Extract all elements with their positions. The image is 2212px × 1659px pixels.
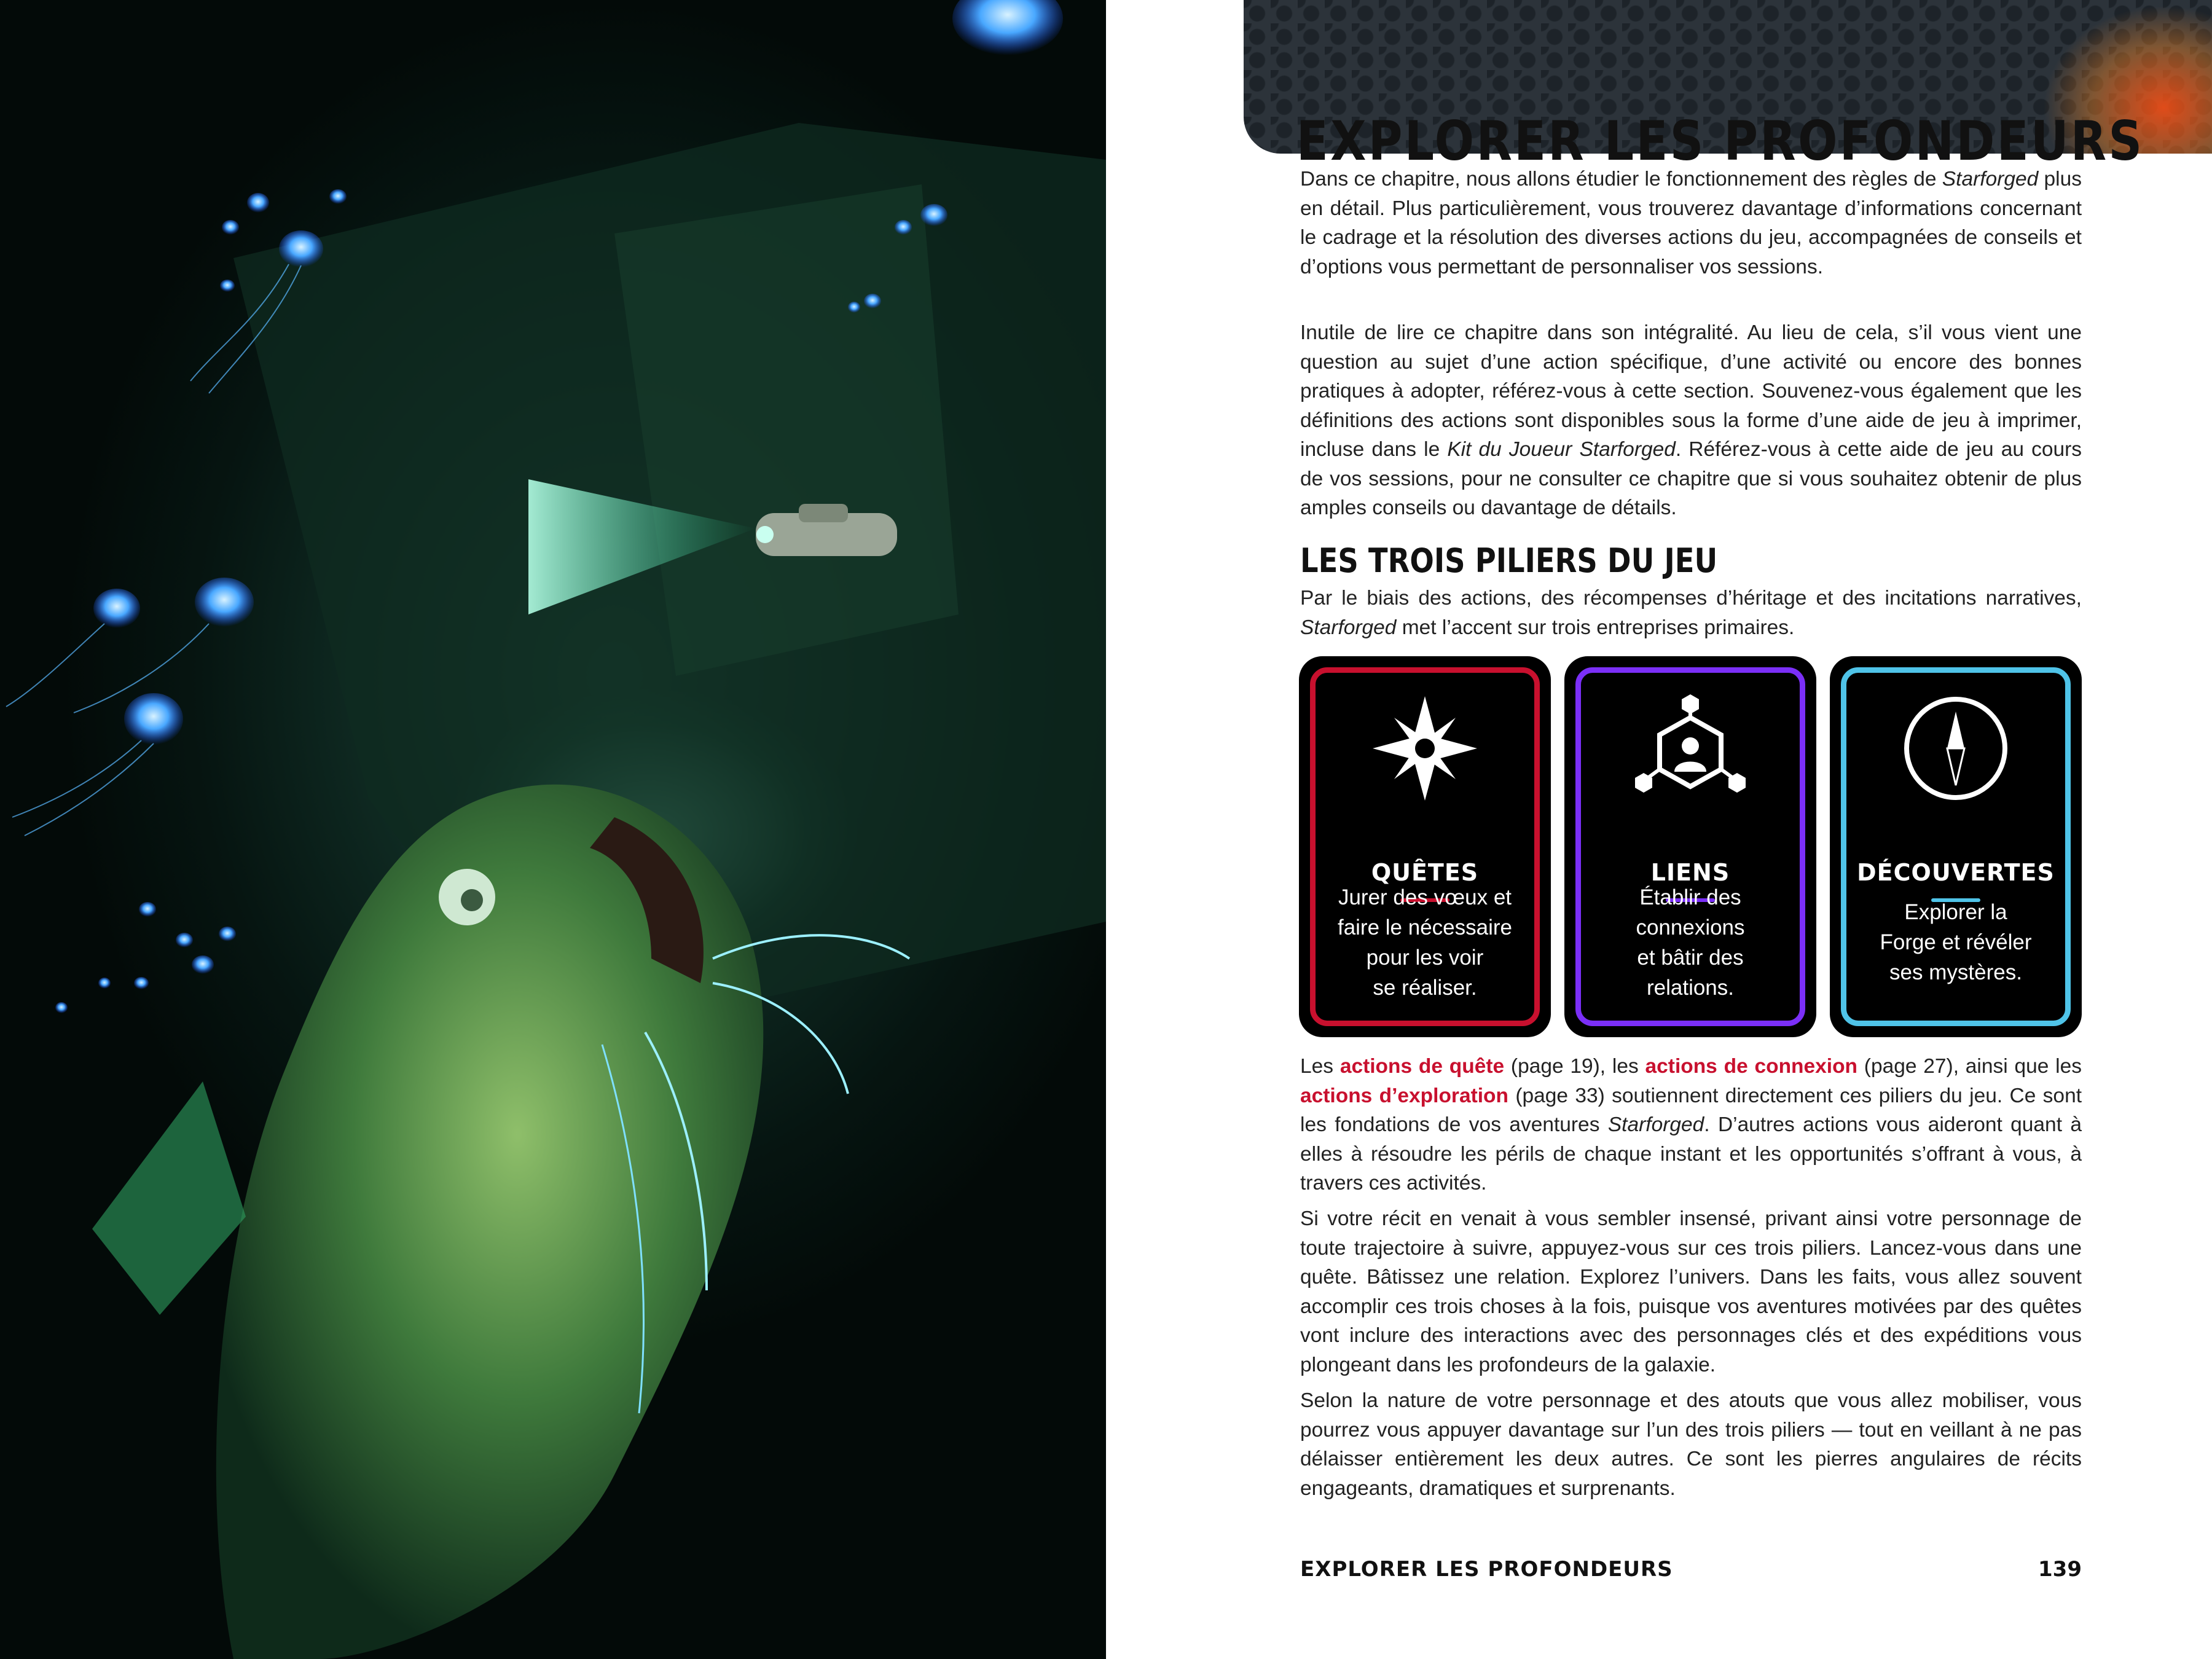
link-connection-actions[interactable]: actions de connexion [1645, 1055, 1858, 1078]
card-description: Jurer des vœux et faire le nécessaire pour les voir se réaliser. [1337, 885, 1513, 1000]
pillar-card-quests [1299, 656, 1551, 1037]
compass-star-icon [1370, 693, 1480, 804]
ruin-panel [614, 184, 959, 676]
pillar-card-bonds [1564, 656, 1816, 1037]
card-description: Établir des connexions et bâtir des relations. [1636, 885, 1745, 1000]
card-title: DÉCOUVERTES [1857, 859, 2055, 886]
intro-paragraph-1: Dans ce chapitre, nous allons étudier le fonctionnement des règles de Starforged plus en détail. Plus particulièrement, vous trouverez davantage d’informations concernant le cadrage et la résolution des diverses actions du jeu, accompagnées de conseils et d’options vous permettant de personnaliser vos sessions. [1300, 168, 2082, 278]
section-title: LES TROIS PILIERS DU JEU [1300, 541, 1718, 580]
compass-icon [1900, 693, 2011, 804]
body-paragraph-3: Les actions de quête (page 19), les actions de connexion (page 27), ainsi que les actions d’exploration (page 33) soutiennent directement ces piliers du jeu. Ce sont les fondations de vos aventures Starforged. D’autres actions vous aideront quant à elles à résoudre les périls de chaque instant et les opportunités s’offrant à vous, à travers ces activités. [1300, 1055, 2082, 1194]
page-number: 139 [2038, 1557, 2082, 1582]
footer-chapter-title: EXPLORER LES PROFONDEURS [1300, 1557, 1673, 1582]
body-paragraph-5: Selon la nature de votre personnage et des atouts que vous allez mobiliser, vous pourrez vous appuyer davantage sur l’un des trois piliers — tout en veillant à ne pas délaisser entièrement les deux autres. Ce sont les pierres angulaires de récits engageants, dramatiques et surprenants. [1300, 1389, 2082, 1500]
section-paragraph-1: Par le biais des actions, des récompenses d’héritage et des incitations narratives, Starforged met l’accent sur trois entreprises primaires. [1300, 587, 2082, 639]
connections-icon [1635, 693, 1746, 804]
card-title: QUÊTES [1371, 859, 1479, 886]
link-quest-actions[interactable]: actions de quête [1339, 1055, 1505, 1078]
link-exploration-actions[interactable]: actions d’exploration [1300, 1084, 1508, 1107]
pillar-card-discoveries [1830, 656, 2082, 1037]
intro-paragraph-2: Inutile de lire ce chapitre dans son intégralité. Au lieu de cela, s’il vous vient une question au sujet d’une action spécifique, d’une activité ou encore des bonnes pratiques à adopter, référez-vous à cette section. Souvenez-vous également que les définitions des actions sont disponibles sous la forme d’une aide de jeu à imprimer, incluse dans le Kit du Joueur Starforged. Référez-vous à cette aide de jeu au cours de vos sessions, pour ne consulter ce chapitre que si vous souhaitez obtenir de plus amples conseils ou davantage de détails. [1300, 321, 2082, 519]
body-paragraph-4: Si votre récit en venait à vous sembler insensé, privant ainsi votre personnage de toute trajectoire à suivre, appuyez-vous sur ces trois piliers. Lancez-vous dans une quête. Bâtissez une relation. Explorez l’univers. Dans les faits, vous allez souvent accomplir ces trois choses à la fois, puisque vos aventures motivées par des quêtes vont inclure des interactions avec des personnages clés et des expéditions vous plongeant dans les profondeurs de la galaxie. [1300, 1207, 2082, 1376]
card-title: LIENS [1650, 859, 1730, 886]
card-description: Explorer la Forge et révéler ses mystères. [1880, 900, 2032, 984]
chapter-title: EXPLORER LES PROFONDEURS [1296, 109, 2144, 173]
